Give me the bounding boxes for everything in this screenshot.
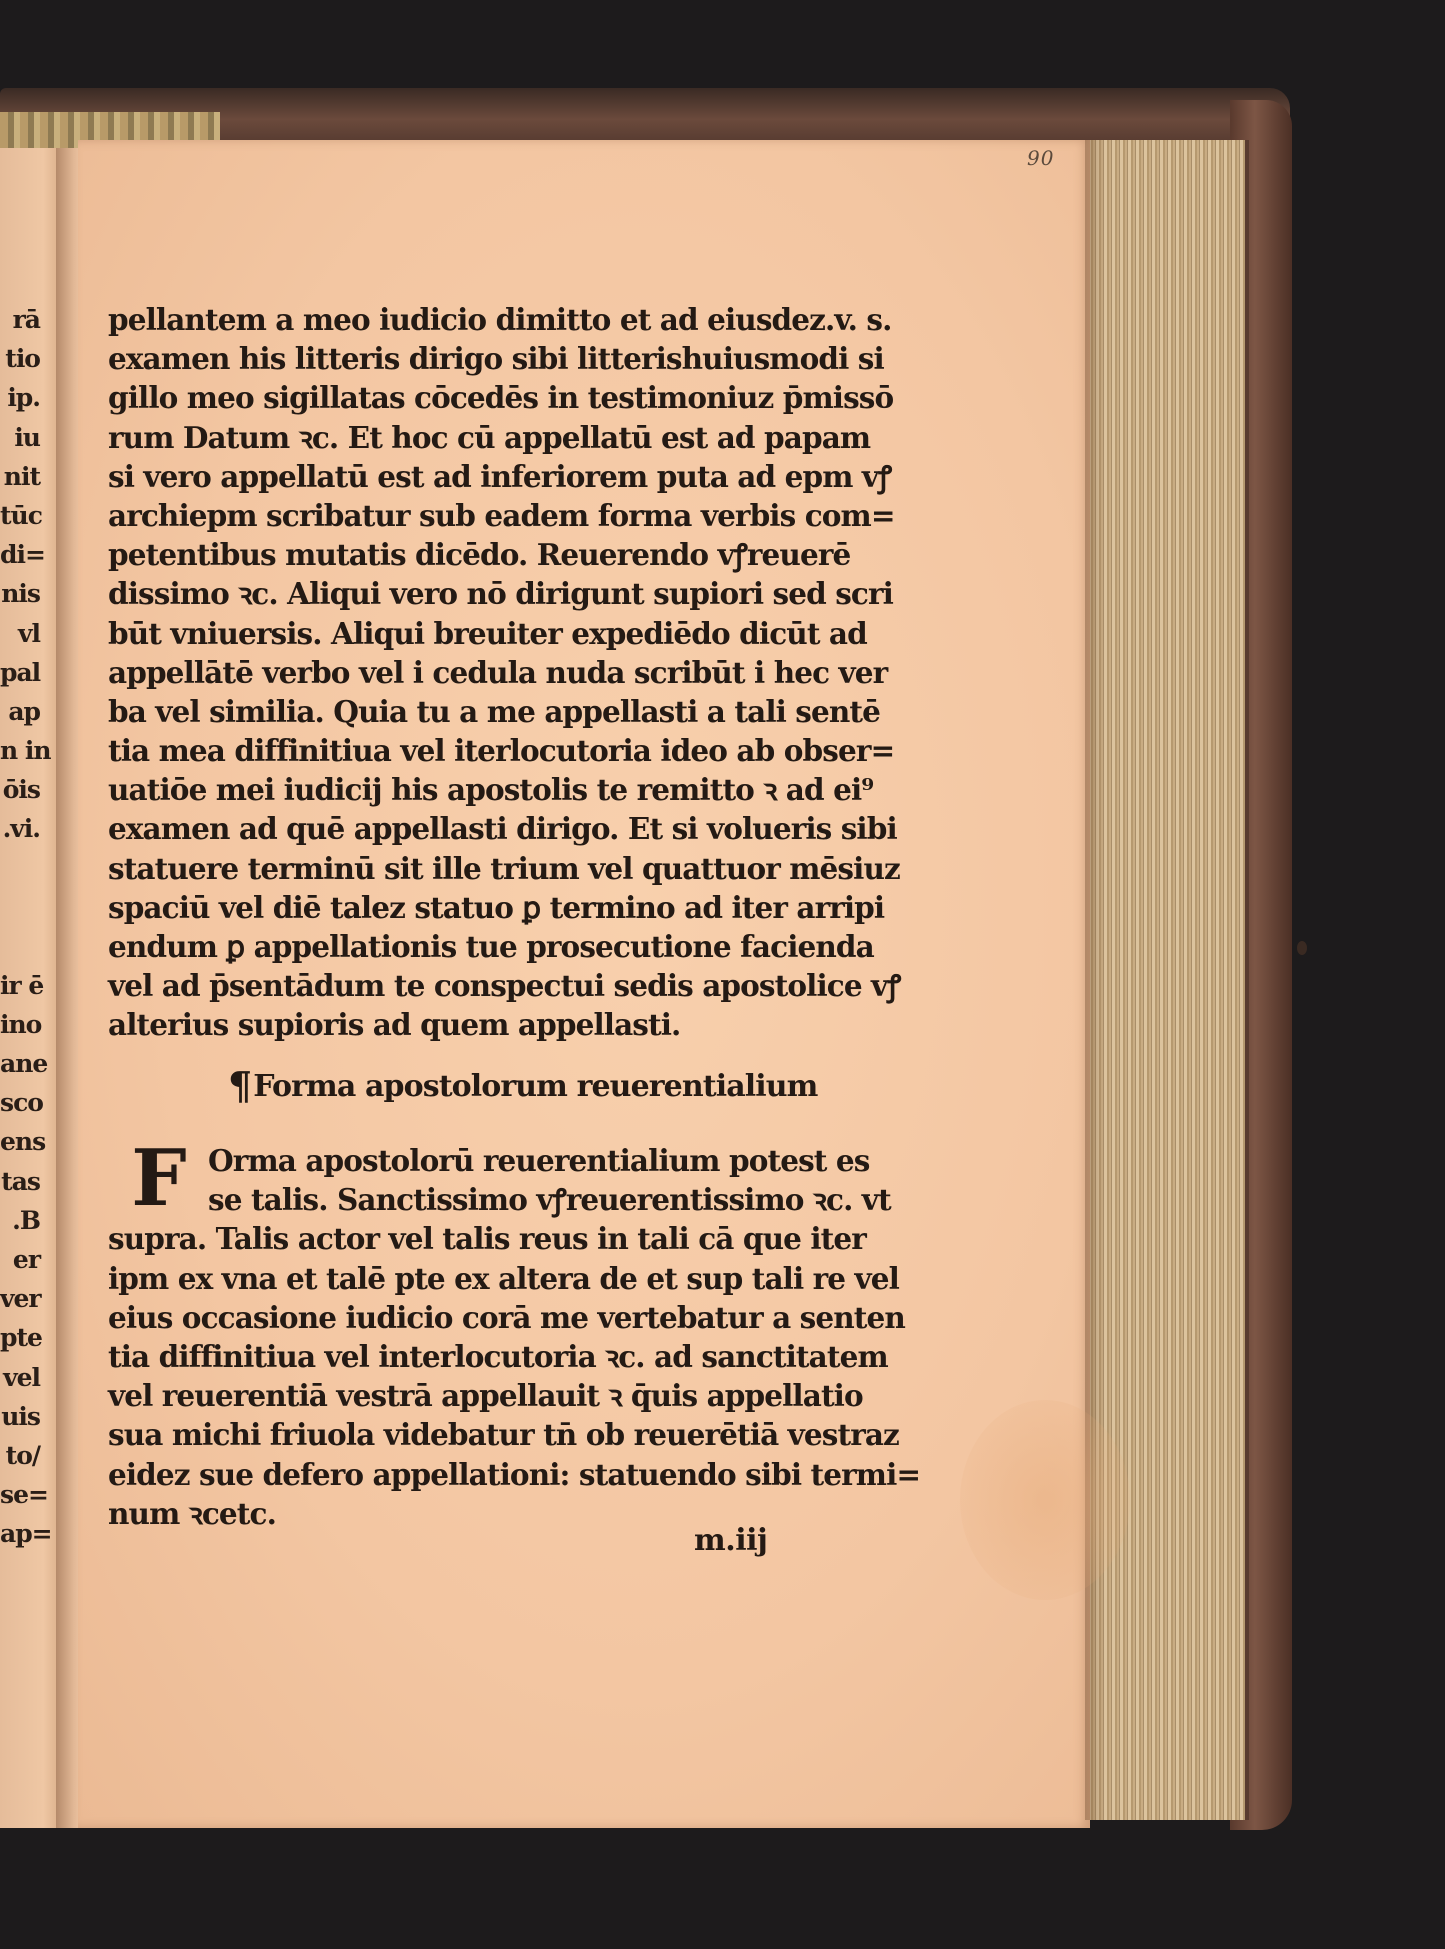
text-line: se talis. Sanctissimo vꝭreuerentissimo ꝛc. vt xyxy=(208,1182,891,1218)
facing-page-fragment: ver xyxy=(0,1284,41,1314)
text-line: alterius supioris ad quem appellasti. xyxy=(108,1007,681,1043)
text-line: pellantem a meo iudicio dimitto et ad eiusdez.v. s. xyxy=(108,302,892,337)
facing-page-fragment: ōis xyxy=(2,775,40,805)
text-line: examen ad quē appellasti dirigo. Et si volueris sibi xyxy=(108,811,897,847)
section-heading xyxy=(228,1063,868,1108)
text-line: eius occasione iudicio corā me vertebatur a senten xyxy=(108,1299,905,1335)
signature-mark: m.iij xyxy=(694,1523,768,1558)
facing-page-fragment: to/ xyxy=(5,1440,40,1470)
binding-hole xyxy=(1297,941,1307,955)
facing-page-fragment: ir ē xyxy=(0,970,44,1000)
facing-page-fragment: ap= xyxy=(0,1519,52,1549)
paragraph-mark: ¶ xyxy=(228,1063,252,1108)
text-line: statuere terminū sit ille trium vel quattuor mēsiuz xyxy=(108,850,900,886)
facing-page-fragment: .B xyxy=(12,1205,40,1235)
section-heading-text: Forma apostolorum reuerentialium xyxy=(253,1069,818,1104)
text-line: būt vniuersis. Aliqui breuiter expediēdo dicūt ad xyxy=(108,615,867,651)
text-line: ipm ex vna et talē pte ex altera de et sup tali re vel xyxy=(108,1260,899,1296)
facing-page-fragment: nis xyxy=(1,579,40,609)
main-text-block xyxy=(108,300,901,1045)
facing-page-fragment: vl xyxy=(17,618,40,648)
text-line: vel reuerentiā vestrā appellauit ꝛ q̄uis appellatio xyxy=(108,1378,863,1414)
text-line: examen his litteris dirigo sibi litterishuiusmodi si xyxy=(108,341,884,377)
facing-page-fragment: tas xyxy=(1,1166,40,1196)
text-line: appellātē verbo vel i cedula nuda scribūt i hec ver xyxy=(108,654,888,690)
facing-page-gap xyxy=(0,849,40,966)
facing-page-fragment: ino xyxy=(0,1009,42,1039)
text-line: uatiōe mei iudicij his apostolis te remitto ꝛ ad ei⁹ xyxy=(108,772,874,808)
facing-page-fragment: n in xyxy=(0,736,51,766)
paper-stain xyxy=(960,1400,1130,1600)
text-line: tia diffinitiua vel interlocutoria ꝛc. ad sanctitatem xyxy=(108,1338,888,1374)
facing-page-text xyxy=(0,300,52,1553)
second-paragraph xyxy=(108,1133,921,1533)
initial-letter: F xyxy=(131,1133,187,1224)
facing-page-text-upper xyxy=(0,300,51,849)
facing-page-fragment: .vi. xyxy=(2,814,40,844)
facing-page-fragment: pte xyxy=(0,1323,42,1353)
facing-page-fragment: nit xyxy=(3,461,40,491)
text-line: Orma apostolorū reuerentialium potest es xyxy=(208,1143,870,1178)
text-line: vel ad p̄sentādum te conspectui sedis apostolice vꝭ xyxy=(108,968,901,1004)
page-edges xyxy=(1085,140,1249,1820)
facing-page-fragment: ip. xyxy=(7,383,40,413)
facing-page-fragment: ens xyxy=(0,1127,46,1157)
text-line: supra. Talis actor vel talis reus in tali cā que iter xyxy=(108,1221,866,1257)
facing-page-fragment: sco xyxy=(0,1088,43,1118)
facing-page-text-lower xyxy=(0,966,52,1554)
text-line: archiepm scribatur sub eadem forma verbis com= xyxy=(108,497,895,533)
facing-page-fragment: ap xyxy=(8,696,40,726)
text-line: tia mea diffinitiua vel iterlocutoria ideo ab obser= xyxy=(108,733,895,769)
text-line: num ꝛcetc. xyxy=(108,1495,276,1531)
facing-page-fragment: ane xyxy=(0,1049,48,1078)
text-line: endum ꝑ appellationis tue prosecutione facienda xyxy=(108,929,874,964)
text-line: petentibus mutatis dicēdo. Reuerendo vꝭreuerē xyxy=(108,537,851,573)
folio-number: 90 xyxy=(1027,146,1055,170)
text-line: ba vel similia. Quia tu a me appellasti a tali sentē xyxy=(108,693,881,729)
facing-page-fragment: pal xyxy=(0,657,41,687)
facing-page-fragment: er xyxy=(12,1244,40,1274)
text-line: spaciū vel diē talez statuo ꝑ termino ad iter arripi xyxy=(108,889,885,925)
facing-page-fragment: tio xyxy=(5,344,40,374)
text-line: eidez sue defero appellationi: statuendo sibi termi= xyxy=(108,1456,921,1492)
facing-page-fragment: rā xyxy=(12,305,40,334)
text-line: rum Datum ꝛc. Et hoc cū appellatū est ad papam xyxy=(108,419,871,455)
facing-page-fragment: iu xyxy=(14,422,40,452)
text-line: sua michi friuola videbatur tn̄ ob reuerētiā vestraz xyxy=(108,1417,899,1453)
facing-page-fragment: vel xyxy=(3,1362,40,1392)
text-line: gillo meo sigillatas cōcedēs in testimoniuz p̄missō xyxy=(108,380,894,416)
text-line: si vero appellatū est ad inferiorem puta ad epm vꝭ xyxy=(108,458,892,494)
facing-page-fragment: di= xyxy=(0,540,45,570)
facing-page-fragment: se= xyxy=(0,1480,48,1510)
facing-page-fragment: tūc xyxy=(0,500,42,530)
facing-page-fragment: uis xyxy=(1,1401,40,1431)
text-line: dissimo ꝛc. Aliqui vero nō dirigunt supiori sed scri xyxy=(108,576,893,612)
